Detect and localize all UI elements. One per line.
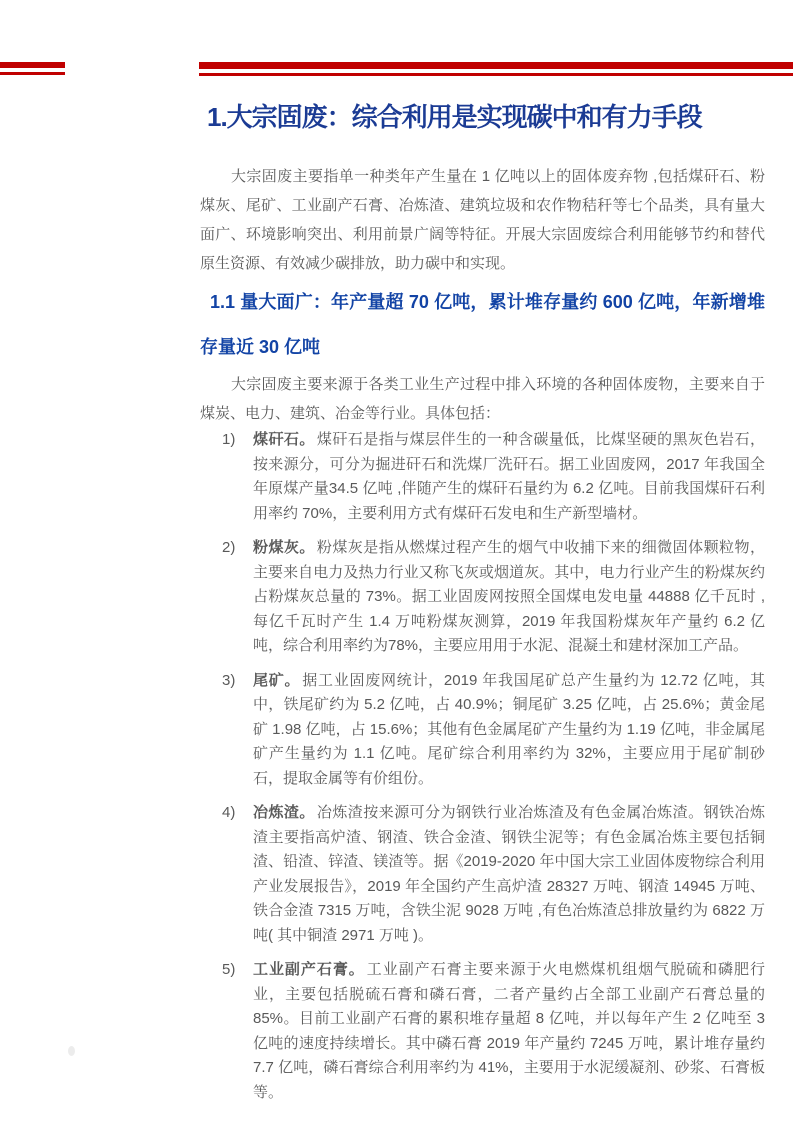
intro-paragraph: 大宗固废主要指单一种类年产生量在 1 亿吨以上的固体废弃物 ,包括煤矸石、粉煤灰、尾矿、工业副产石膏、冶炼渣、建筑垃圾和农作物秸秆等七个品类，具有量大面广、环境影响突出、利用前景广阔等特征。开展大宗固废综合利用能够节约和替代原生资源、有效减少碳排放，助力碳中和实现。: [200, 168, 765, 272]
list-item-term: 工业副产石膏。: [253, 961, 365, 978]
list-item: [200, 801, 765, 948]
document-body: [200, 0, 765, 1115]
list-item-text: [253, 428, 765, 526]
page-artifact-smudge: [68, 1046, 75, 1056]
list-item-body: 据工业固废网统计，2019 年我国尾矿总产生量约为 12.72 亿吨，其中，铁尾矿约为 5.2 亿吨，占 40.9%；铜尾矿 3.25 亿吨，占 25.6%；黄金尾矿 1.98 亿吨，占 15.6%；其他有色金属尾矿产生量约为 1.19 亿吨，非金属尾矿产生量约为 1.1 亿吨。尾矿综合利用率约为 32%，主要应用于尾矿制砂石，提取金属等有价组份。: [253, 671, 765, 787]
list-item-body: 冶炼渣按来源可分为钢铁行业冶炼渣及有色金属冶炼渣。钢铁冶炼渣主要指高炉渣、钢渣、铁合金渣、钢铁尘泥等；有色金属冶炼主要包括铜渣、铅渣、锌渣、镁渣等。据《2019-2020 年中国大宗工业固体废物综合利用产业发展报告》，2019 年全国约产生高炉渣 28327 万吨、钢渣 14945 万吨、铁合金渣 7315 万吨，含铁尘泥 9028 万吨 ,有色冶炼渣总排放量约为 6822 万吨( 其中铜渣 2971 万吨 )。: [253, 804, 765, 944]
list-item-term: 煤矸石。: [253, 431, 315, 448]
list-item-body: 粉煤灰是指从燃煤过程产生的烟气中收捕下来的细微固体颗粒物，主要来自电力及热力行业又称飞灰或烟道灰。其中，电力行业产生的粉煤灰约占粉煤灰总量的 73%。据工业固废网按照全国煤电发电量 44888 亿千瓦时 ,每亿千瓦时产生 1.4 万吨粉煤灰测算，2019 年我国粉煤灰年产量约 6.2 亿吨，综合利用率约为78%，主要应用用于水泥、混凝土和建材深加工产品。: [253, 539, 765, 654]
list-item-body: 煤矸石是指与煤层伴生的一种含碳量低，比煤坚硬的黑灰色岩石，按来源分，可分为掘进矸石和洗煤厂洗矸石。据工业固废网，2017 年我国全年原煤产量34.5 亿吨 ,伴随产生的煤矸石量约为 6.2 亿吨。目前我国煤矸石利用率约 70%，主要利用方式有煤矸石发电和生产新型墙材。: [253, 431, 765, 522]
list-item: [200, 536, 765, 659]
list-item-number: 1): [222, 431, 236, 448]
chapter-title: 1.大宗固废：综合利用是实现碳中和有力手段: [207, 102, 702, 132]
list-item-number: 4): [222, 804, 236, 821]
list-item-number: 2): [222, 539, 236, 556]
list-item-text: [253, 958, 765, 1105]
decorative-red-rule-left-thin: [0, 72, 65, 75]
section-heading: 1.1 量大面广：年产量超 70 亿吨，累计堆存量约 600 亿吨，年新增堆存量近 30 亿吨: [200, 292, 765, 357]
bulk-waste-list: [200, 428, 765, 1105]
list-item-term: 尾矿。: [253, 671, 301, 689]
list-item-text: [253, 801, 765, 948]
list-item: [200, 669, 765, 792]
section-lead-paragraph: 大宗固废主要来源于各类工业生产过程中排入环境的各种固体废物，主要来自于煤炭、电力、建筑、冶金等行业。具体包括：: [200, 376, 765, 422]
list-item-text: [253, 536, 765, 659]
list-item-text: [253, 669, 765, 792]
list-item: [200, 958, 765, 1105]
list-item-number: 5): [222, 961, 236, 978]
list-item-term: 冶炼渣。: [253, 804, 315, 821]
list-item: [200, 428, 765, 526]
list-item-number: 3): [222, 671, 236, 689]
decorative-red-rule-left-thick: [0, 62, 65, 68]
list-item-body: 工业副产石膏主要来源于火电燃煤机组烟气脱硫和磷肥行业，主要包括脱硫石膏和磷石膏，二者产量约占全部工业副产石膏总量的 85%。目前工业副产石膏的累积堆存量超 8 亿吨，并以每年产生 2 亿吨至 3 亿吨的速度持续增长。其中磷石膏 2019 年产量约 7245 万吨，累计堆存量约 7.7 亿吨，磷石膏综合利用率约为 41%，主要用于水泥缓凝剂、砂浆、石膏板等。: [253, 961, 765, 1101]
list-item-term: 粉煤灰。: [253, 539, 315, 556]
